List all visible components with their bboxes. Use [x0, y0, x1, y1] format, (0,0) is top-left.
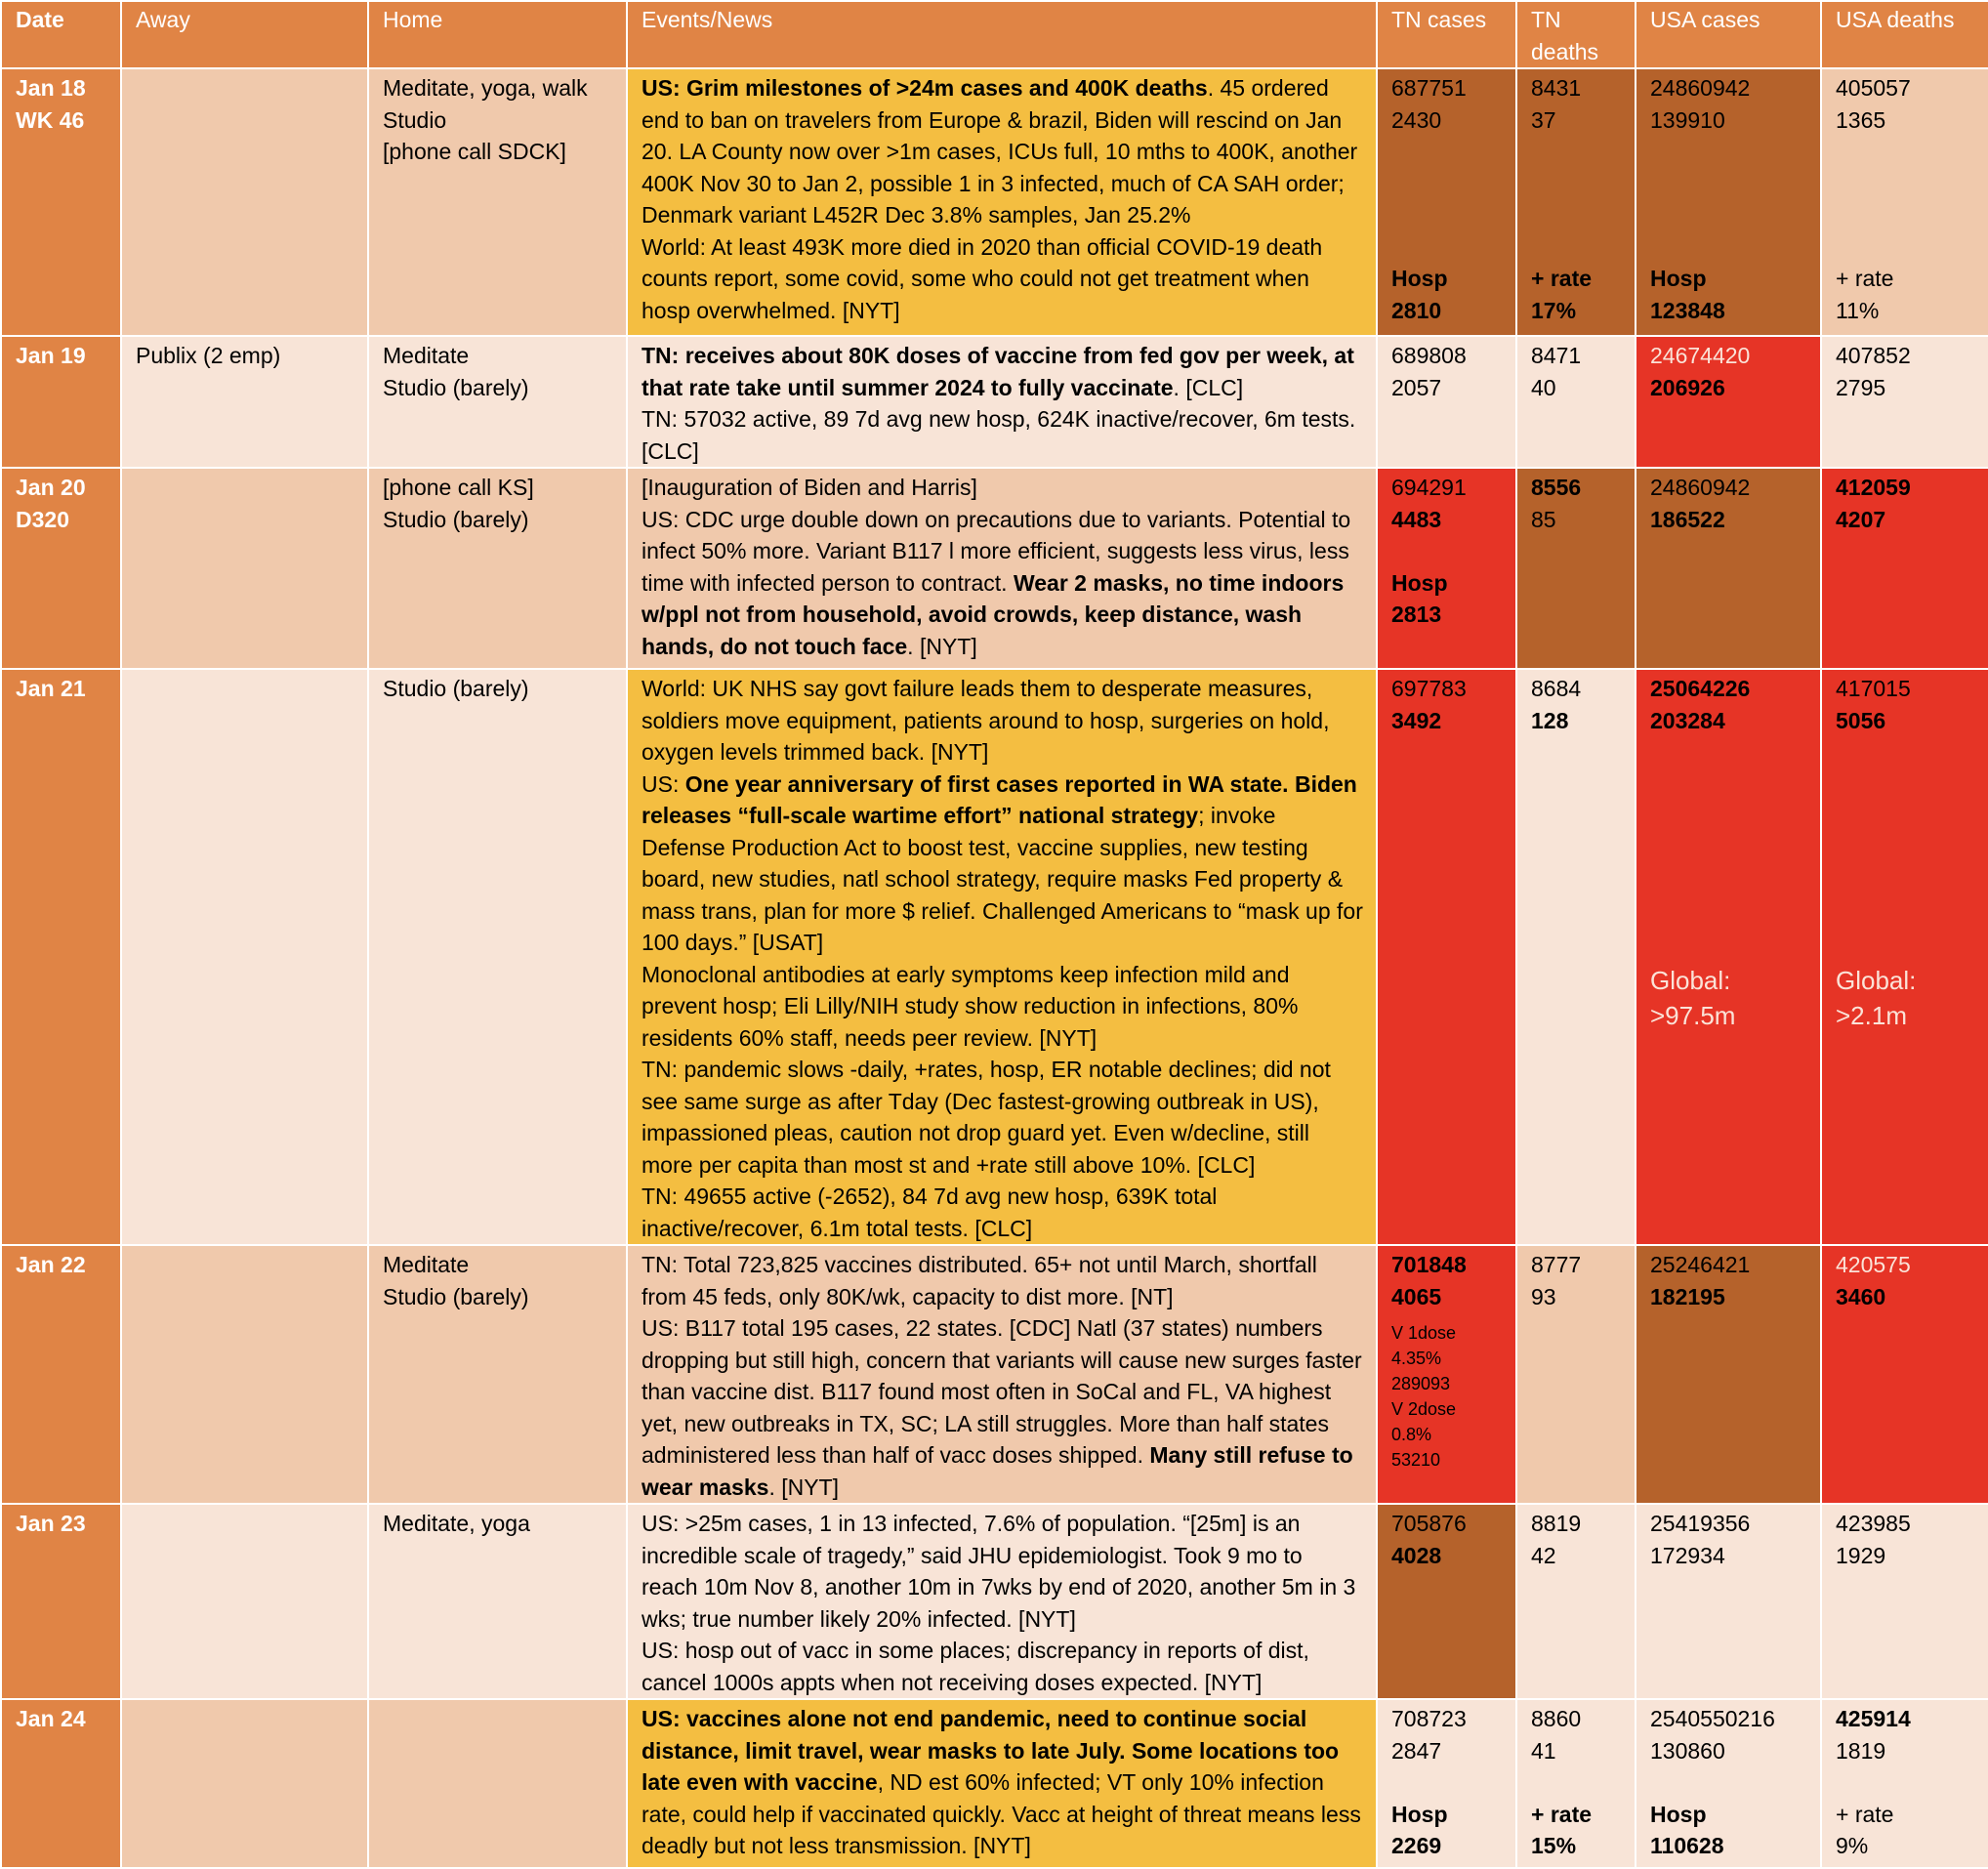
tn-deaths-cell [1516, 336, 1636, 468]
usa-cases-new: 172934 [1650, 1542, 1725, 1568]
events-paragraph: Monoclonal antibodies at early symptoms keep infection mild and prevent hosp; Eli Lilly/NIH study show reduction in infections, 80% residents 60% staff, needs peer review. [NYT] [642, 961, 1299, 1051]
events-paragraph: [Inauguration of Biden and Harris] [642, 475, 977, 500]
date-cell: Jan 24 [1, 1699, 121, 1868]
table-row [1, 1699, 1988, 1868]
table-row [1, 336, 1988, 468]
usa-deaths-total: 420575 [1836, 1252, 1911, 1277]
events-paragraph [642, 340, 1364, 403]
events-cell [627, 669, 1377, 1245]
usa-hosp-value: 110628 [1650, 1833, 1724, 1858]
events-text: . [CLC] [1173, 374, 1244, 400]
events-bold-text: One year anniversary of first cases reported in WA state. Biden releases “full-scale wartime effort” national strategy [642, 770, 1357, 828]
events-cell [627, 468, 1377, 669]
tn-cases-cell [1377, 336, 1516, 468]
vaccine-2dose-label: V 2dose [1391, 1399, 1457, 1419]
tn-cases-new: 2847 [1391, 1737, 1442, 1764]
usa-cases-new: 130860 [1650, 1737, 1725, 1764]
usa-rate-label: + rate [1836, 1801, 1894, 1827]
usa-deaths-new: 1819 [1836, 1737, 1886, 1764]
table-row [1, 468, 1988, 669]
usa-cases-total: 24674420 [1650, 343, 1751, 368]
usa-cases-new: 182195 [1650, 1283, 1725, 1309]
events-text: , ND est 60% infected; VT only 10% infection rate, could help if vaccinated quickly. Vacc at height of threat means less deadly but not less transmission. [NYT] [642, 1769, 1361, 1858]
header-home: Home [368, 1, 627, 68]
events-bold-text: US: Grim milestones of >24m cases and 400K deaths [642, 75, 1208, 101]
tn-deaths-new: 42 [1531, 1542, 1556, 1568]
events-bold-text: Wear 2 masks, no time indoors w/ppl not from household, avoid crowds, keep distance, wash hands, do not touch face [642, 569, 1345, 659]
tn-cases-new: 4028 [1391, 1542, 1442, 1568]
global-deaths: Global: >2.1m [1836, 966, 1917, 1030]
events-bold-text: Many still refuse to wear masks [642, 1442, 1353, 1500]
tn-cases-total: 689808 [1391, 343, 1467, 368]
events-text: . [NYT] [768, 1474, 839, 1500]
home-cell: Meditate, yoga, walk Studio [phone call SDCK] [368, 68, 627, 336]
usa-cases-total: 25064226 [1650, 676, 1751, 701]
tn-deaths-total: 8777 [1531, 1252, 1582, 1277]
usa-deaths-total: 405057 [1836, 75, 1911, 101]
header-events: Events/News [627, 1, 1377, 68]
usa-hosp-label: Hosp [1650, 1801, 1707, 1827]
tn-deaths-total: 8819 [1531, 1511, 1582, 1536]
usa-cases-cell [1636, 468, 1821, 669]
tn-deaths-total: 8431 [1531, 75, 1582, 101]
tn-deaths-cell [1516, 1504, 1636, 1699]
tn-deaths-new: 41 [1531, 1737, 1556, 1764]
usa-deaths-new: 1365 [1836, 106, 1886, 133]
date-cell: Jan 21 [1, 669, 121, 1245]
tn-cases-total: 697783 [1391, 676, 1467, 701]
usa-hosp-value: 123848 [1650, 297, 1725, 323]
tn-cases-new: 4065 [1391, 1283, 1442, 1309]
tn-deaths-new: 37 [1531, 106, 1556, 133]
away-cell [121, 1699, 368, 1868]
date-cell: Jan 23 [1, 1504, 121, 1699]
usa-cases-total: 24860942 [1650, 75, 1751, 101]
usa-deaths-total: 425914 [1836, 1706, 1911, 1731]
usa-deaths-new: 4207 [1836, 506, 1886, 532]
usa-deaths-total: 407852 [1836, 343, 1911, 368]
away-cell [121, 1245, 368, 1504]
events-text: US: [642, 770, 685, 797]
events-cell [627, 1699, 1377, 1868]
tn-deaths-cell [1516, 68, 1636, 336]
events-bold-text: US: vaccines alone not end pandemic, need to continue social distance, limit travel, wear masks to late July. Some locations too late even with vaccine [642, 1706, 1340, 1795]
tn-hosp-label: Hosp [1391, 266, 1448, 291]
events-paragraph [642, 504, 1364, 663]
home-cell: Studio (barely) [368, 669, 627, 1245]
tn-cases-cell [1377, 669, 1516, 1245]
away-cell [121, 1504, 368, 1699]
events-paragraph: World: UK NHS say govt failure leads them to desperate measures, soldiers move equipment, patients around to hosp, surgeries on hold, oxygen levels trimmed back. [NYT] [642, 676, 1330, 765]
tn-hosp-label: Hosp [1391, 1801, 1448, 1827]
tn-deaths-new: 85 [1531, 506, 1556, 532]
tn-hosp-value: 2269 [1391, 1833, 1442, 1858]
usa-cases-cell [1636, 1699, 1821, 1868]
events-paragraph: TN: 57032 active, 89 7d avg new hosp, 624K inactive/recover, 6m tests. [CLC] [642, 406, 1356, 464]
header-tn-cases: TN cases [1377, 1, 1516, 68]
usa-cases-new: 139910 [1650, 106, 1725, 133]
usa-deaths-new: 5056 [1836, 707, 1886, 733]
tn-cases-total: 708723 [1391, 1706, 1467, 1731]
header-away: Away [121, 1, 368, 68]
home-cell: Meditate Studio (barely) [368, 336, 627, 468]
tn-rate-label: + rate [1531, 266, 1593, 291]
tn-deaths-cell [1516, 1699, 1636, 1868]
tn-hosp-label: Hosp [1391, 569, 1448, 596]
usa-cases-total: 25419356 [1650, 1511, 1751, 1536]
tn-deaths-total: 8684 [1531, 676, 1582, 701]
usa-deaths-cell [1821, 669, 1988, 1245]
usa-deaths-new: 2795 [1836, 374, 1886, 400]
date-cell: Jan 22 [1, 1245, 121, 1504]
events-paragraph: World: At least 493K more died in 2020 than official COVID-19 death counts report, some covid, some who could not get treatment when hosp overwhelmed. [NYT] [642, 233, 1323, 323]
events-paragraph: TN: pandemic slows -daily, +rates, hosp, ER notable declines; did not see same surge as after Tday (Dec fastest-growing outbreak in US), impassioned pleas, caution not drop guard yet. Even w/decline, still more per capita than most st and +rate still above 10%. [CLC] [642, 1057, 1331, 1178]
usa-deaths-cell [1821, 336, 1988, 468]
events-text: . 45 ordered end to ban on travelers from Europe & brazil, Biden will rescind on Jan 20. LA County now over >1m cases, ICUs full, 10 mths to 400K, another 400K Nov 30 to Jan 2, possible 1 in 3 infected, much of CA SAH order; Denmark variant L452R Dec 3.8% samples, Jan 25.2% [642, 75, 1358, 228]
vaccine-1dose-count: 289093 [1391, 1374, 1451, 1393]
events-paragraph: TN: 49655 active (-2652), 84 7d avg new hosp, 639K total inactive/recover, 6.1m total tests. [CLC] [642, 1184, 1218, 1241]
tn-cases-new: 4483 [1391, 506, 1442, 532]
home-cell [368, 1699, 627, 1868]
usa-deaths-new: 1929 [1836, 1542, 1886, 1568]
events-paragraph: US: hosp out of vacc in some places; discrepancy in reports of dist, cancel 1000s appts when not receiving doses expected. [NYT] [642, 1638, 1309, 1695]
tn-deaths-new: 128 [1531, 707, 1569, 733]
tn-cases-total: 687751 [1391, 75, 1467, 101]
usa-rate-value: 11% [1836, 297, 1880, 323]
usa-deaths-cell [1821, 1504, 1988, 1699]
tn-cases-cell [1377, 468, 1516, 669]
events-text: US: B117 total 195 cases, 22 states. [CDC] Natl (37 states) numbers dropping but still high, concern that variants will cause new surges faster than vaccine dist. B117 found most often in SoCal and FL, VA highest yet, new outbreaks in TX, SC; LA still struggles. More than half states administered less than half of vacc doses shipped. [642, 1315, 1362, 1468]
vaccine-1dose-percent: 4.35% [1391, 1349, 1442, 1368]
table-row [1, 669, 1988, 1245]
away-cell: Publix (2 emp) [121, 336, 368, 468]
usa-cases-cell [1636, 336, 1821, 468]
tn-cases-cell [1377, 68, 1516, 336]
usa-cases-new: 206926 [1650, 374, 1725, 400]
events-text: ; invoke Defense Production Act to boost test, vaccine supplies, new testing board, new studies, natl school strategy, require masks Fed property & mass trans, plan for more $ relief. Challenged Americans to “mask up for 100 days.” [USAT] [642, 803, 1363, 955]
home-cell: Meditate, yoga [368, 1504, 627, 1699]
header-tn-deaths: TN deaths [1516, 1, 1636, 68]
usa-rate-label: + rate [1836, 266, 1894, 291]
tn-hosp-value: 2810 [1391, 297, 1442, 323]
events-cell [627, 1504, 1377, 1699]
events-paragraph [642, 72, 1364, 231]
vaccine-2dose-count: 53210 [1391, 1450, 1441, 1470]
away-cell [121, 669, 368, 1245]
tn-rate-value: 15% [1531, 1833, 1577, 1858]
tn-cases-new: 3492 [1391, 707, 1442, 733]
tn-cases-new: 2430 [1391, 106, 1442, 133]
usa-deaths-cell [1821, 1699, 1988, 1868]
tn-rate-value: 17% [1531, 297, 1577, 323]
header-usa-cases: USA cases [1636, 1, 1821, 68]
vaccine-1dose-label: V 1dose [1391, 1323, 1457, 1343]
usa-cases-total: 25246421 [1650, 1252, 1751, 1277]
usa-cases-new: 203284 [1650, 707, 1725, 733]
tn-deaths-total: 8860 [1531, 1706, 1582, 1731]
tn-hosp-value: 2813 [1391, 602, 1442, 627]
events-paragraph [642, 768, 1364, 959]
tn-deaths-total: 8556 [1531, 475, 1582, 500]
tn-deaths-cell [1516, 468, 1636, 669]
tn-deaths-new: 93 [1531, 1283, 1556, 1309]
header-row [1, 1, 1988, 68]
away-cell [121, 468, 368, 669]
vaccine-2dose-percent: 0.8% [1391, 1425, 1432, 1444]
tn-cases-new: 2057 [1391, 374, 1442, 400]
tn-cases-cell [1377, 1245, 1516, 1504]
table-row [1, 1504, 1988, 1699]
usa-deaths-new: 3460 [1836, 1283, 1886, 1309]
away-cell [121, 68, 368, 336]
events-text: US: CDC urge double down on precautions due to variants. Potential to infect 50% more. Variant B117 l more efficient, suggests less virus, less time with infected person to contract. [642, 506, 1351, 596]
usa-deaths-cell [1821, 68, 1988, 336]
usa-cases-total: 24860942 [1650, 475, 1751, 500]
events-paragraph: TN: Total 723,825 vaccines distributed. 65+ not until March, shortfall from 45 feds, only 80K/wk, capacity to dist more. [NT] [642, 1252, 1317, 1309]
global-cases: Global: >97.5m [1650, 966, 1736, 1030]
usa-cases-total: 2540550216 [1650, 1706, 1775, 1731]
usa-deaths-total: 417015 [1836, 676, 1911, 701]
tn-deaths-cell [1516, 1245, 1636, 1504]
events-paragraph [642, 1703, 1364, 1862]
usa-cases-cell [1636, 1245, 1821, 1504]
events-cell [627, 68, 1377, 336]
usa-cases-cell [1636, 68, 1821, 336]
home-cell: [phone call KS] Studio (barely) [368, 468, 627, 669]
tn-deaths-new: 40 [1531, 374, 1556, 400]
events-paragraph [642, 1312, 1364, 1503]
date-cell: Jan 18 WK 46 [1, 68, 121, 336]
events-paragraph: US: >25m cases, 1 in 13 infected, 7.6% of population. “[25m] is an incredible scale of tragedy,” said JHU epidemiologist. Took 9 mo to reach 10m Nov 8, another 10m in 7wks by end of 2020, another 5m in 3 wks; true number likely 20% infected. [NYT] [642, 1511, 1356, 1632]
usa-deaths-total: 412059 [1836, 475, 1911, 500]
usa-hosp-label: Hosp [1650, 266, 1707, 291]
usa-rate-value: 9% [1836, 1833, 1869, 1858]
tn-cases-total: 694291 [1391, 475, 1467, 500]
table-row [1, 68, 1988, 336]
events-text: . [NYT] [907, 633, 977, 659]
tn-cases-total: 701848 [1391, 1252, 1467, 1277]
usa-cases-new: 186522 [1650, 506, 1725, 532]
usa-deaths-cell [1821, 1245, 1988, 1504]
header-date: Date [1, 1, 121, 68]
tn-rate-label: + rate [1531, 1801, 1593, 1827]
date-cell: Jan 20 D320 [1, 468, 121, 669]
usa-cases-cell [1636, 1504, 1821, 1699]
tn-cases-cell [1377, 1504, 1516, 1699]
tn-deaths-total: 8471 [1531, 343, 1582, 368]
usa-deaths-total: 423985 [1836, 1511, 1911, 1536]
tn-deaths-cell [1516, 669, 1636, 1245]
header-usa-deaths: USA deaths [1821, 1, 1988, 68]
usa-cases-cell [1636, 669, 1821, 1245]
tn-cases-total: 705876 [1391, 1511, 1467, 1536]
table-row [1, 1245, 1988, 1504]
date-cell: Jan 19 [1, 336, 121, 468]
events-cell [627, 1245, 1377, 1504]
tn-cases-cell [1377, 1699, 1516, 1868]
events-cell [627, 336, 1377, 468]
events-bold-text: TN: receives about 80K doses of vaccine from fed gov per week, at that rate take until summer 2024 to fully vaccinate [642, 343, 1354, 400]
home-cell: Meditate Studio (barely) [368, 1245, 627, 1504]
usa-deaths-cell [1821, 468, 1988, 669]
